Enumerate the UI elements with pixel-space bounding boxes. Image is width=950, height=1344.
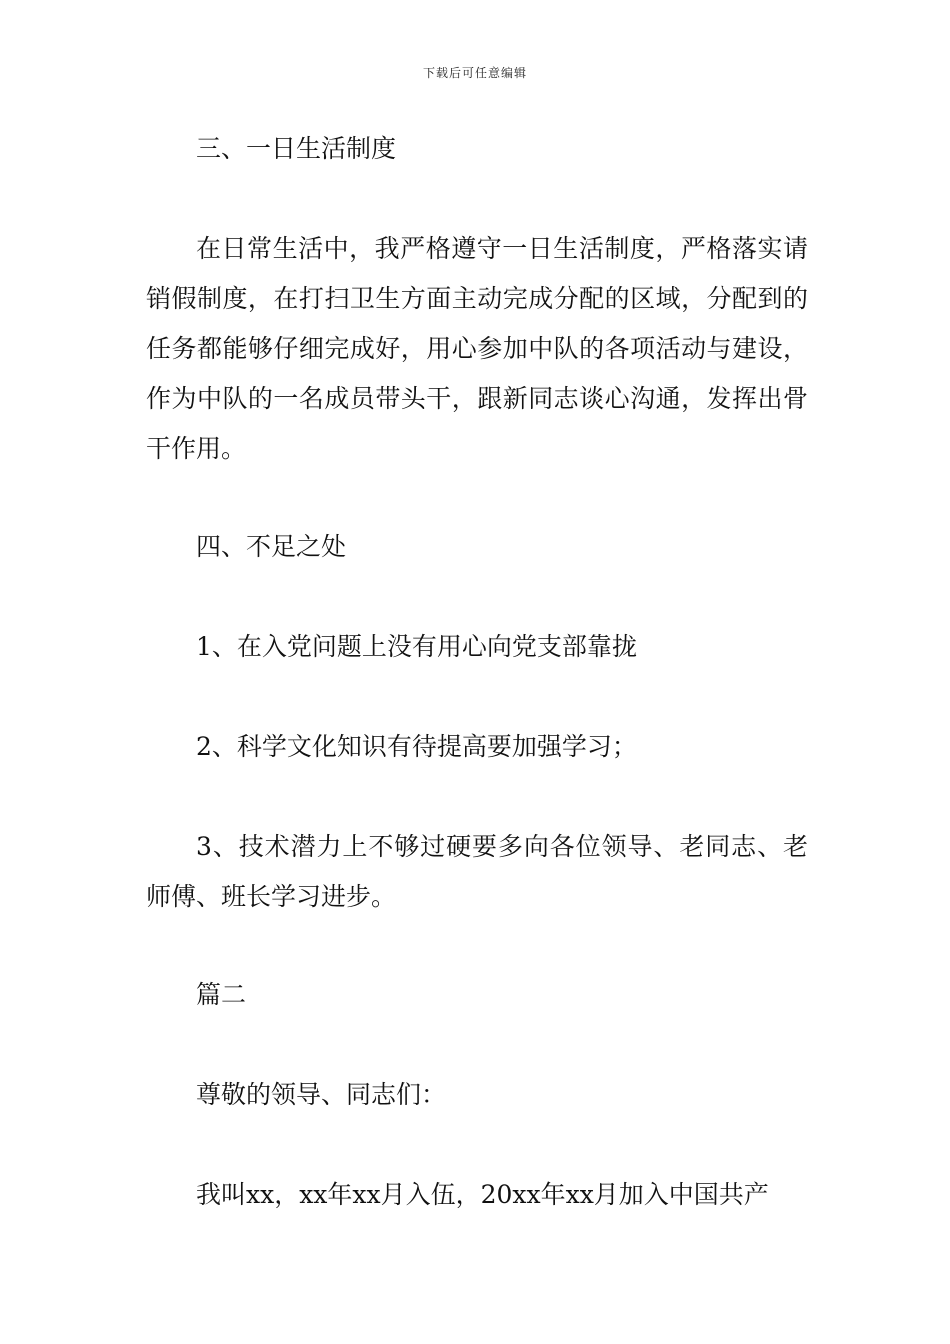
list-item-3: 3、技术潜力上不够过硬要多向各位领导、老同志、老师傅、班长学习进步。 — [146, 832, 808, 911]
paragraph-introduction: 我叫xx，xx年xx月入伍，20xx年xx月加入中国共产 — [196, 1180, 769, 1209]
salutation: 尊敬的领导、同志们： — [196, 1080, 447, 1109]
paragraph-daily-life: 在日常生活中，我严格遵守一日生活制度，严格落实请销假制度，在打扫卫生方面主动完成分配的区域，分配到的任务都能够仔细完成好，用心参加中队的各项活动与建设，作为中队的一名成员带头干，跟新同志谈心沟通，发挥出骨干作用。 — [146, 234, 808, 463]
section-heading-daily-life: 三、一日生活制度 — [196, 134, 397, 163]
list-item-2: 2、科学文化知识有待提高要加强学习； — [196, 732, 637, 761]
section-heading-shortcomings: 四、不足之处 — [196, 532, 347, 561]
list-item-1: 1、在入党问题上没有用心向党支部靠拢 — [196, 632, 637, 661]
page-header: 下载后可任意编辑 — [422, 66, 527, 80]
section-heading-part-two: 篇二 — [196, 980, 247, 1009]
